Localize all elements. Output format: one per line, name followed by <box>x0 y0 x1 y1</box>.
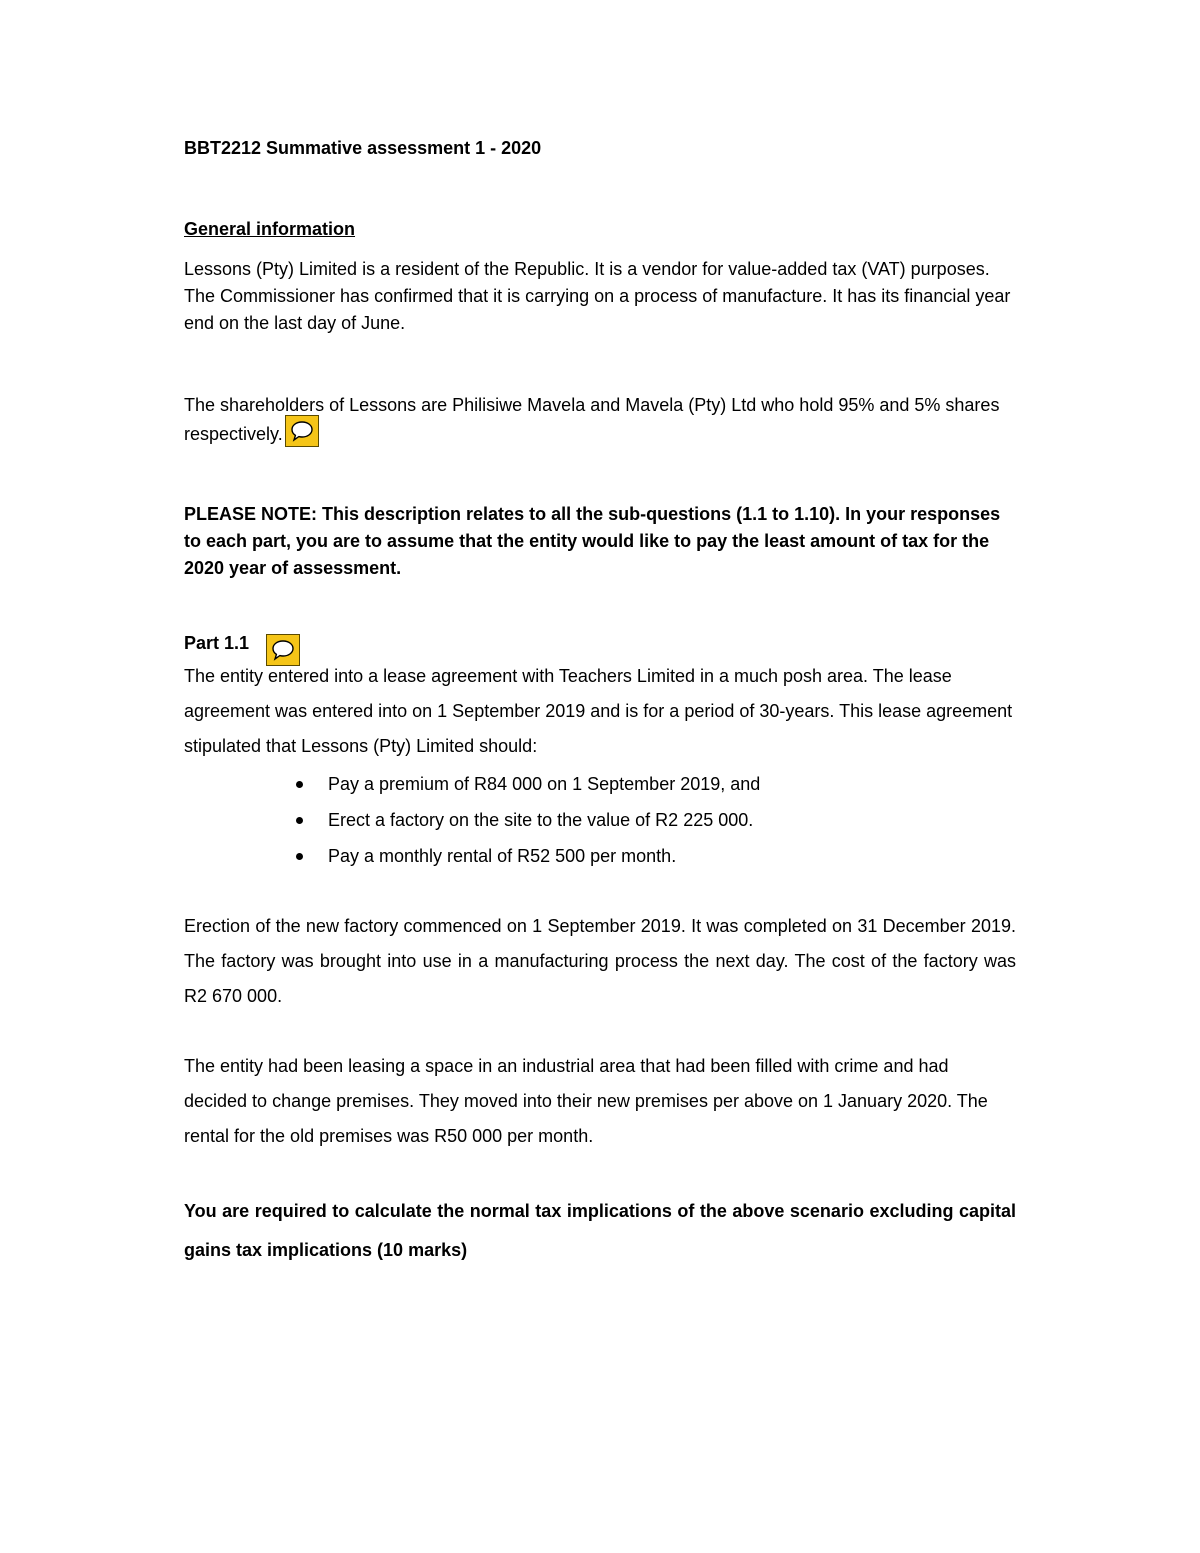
shareholders-text: The shareholders of Lessons are Philisiwe Mavela and Mavela (Pty) Ltd who hold 95% and 5% shares respectively. <box>184 395 1000 444</box>
shareholders-paragraph <box>184 392 1016 451</box>
part-1-1-heading <box>184 630 249 657</box>
list-item-text: Pay a monthly rental of R52 500 per month. <box>328 846 677 866</box>
required-paragraph: You are required to calculate the normal tax implications of the above scenario excluding capital gains tax implications (10 marks) <box>184 1201 1016 1260</box>
document-title: BBT2212 Summative assessment 1 - 2020 <box>184 138 542 158</box>
lease-conditions-list <box>184 766 760 874</box>
lease-agreement-paragraph: The entity entered into a lease agreement with Teachers Limited in a much posh area. The lease agreement was entered into on 1 September 2019 and is for a period of 30-years. This lease agreement stipulated that Lessons (Pty) Limited should: <box>184 666 1013 756</box>
factory-paragraph: Erection of the new factory commenced on 1 September 2019. It was completed on 31 December 2019. The factory was brought into use in a manufacturing process the next day. The cost of the factory was R2 670 000. <box>184 916 1016 1006</box>
list-item-text: Pay a premium of R84 000 on 1 September 2019, and <box>328 774 761 794</box>
list-item <box>184 802 760 838</box>
list-item <box>184 838 760 874</box>
please-note-paragraph: PLEASE NOTE: This description relates to all the sub-questions (1.1 to 1.10). In your responses to each part, you are to assume that the entity would like to pay the least amount of tax for the 2020 year of assessment. <box>184 504 1001 578</box>
bullet-icon <box>296 853 303 860</box>
general-information-heading: General information <box>184 219 356 239</box>
list-item-text: Erect a factory on the site to the value of R2 225 000. <box>328 810 754 830</box>
part-heading-text: Part 1.1 <box>184 633 250 653</box>
bullet-icon <box>296 781 303 788</box>
general-information-paragraph: Lessons (Pty) Limited is a resident of the Republic. It is a vendor for value-added tax (VAT) purposes. The Commissioner has confirmed that it is carrying on a process of manufacture. It has its financial year end on the last day of June. <box>184 259 1011 333</box>
bullet-icon <box>296 817 303 824</box>
comment-icon[interactable] <box>285 415 319 447</box>
list-item <box>184 766 760 802</box>
premises-paragraph: The entity had been leasing a space in an industrial area that had been filled with crime and had decided to change premises. They moved into their new premises per above on 1 January 2020. The rental for the old premises was R50 000 per month. <box>184 1056 988 1146</box>
